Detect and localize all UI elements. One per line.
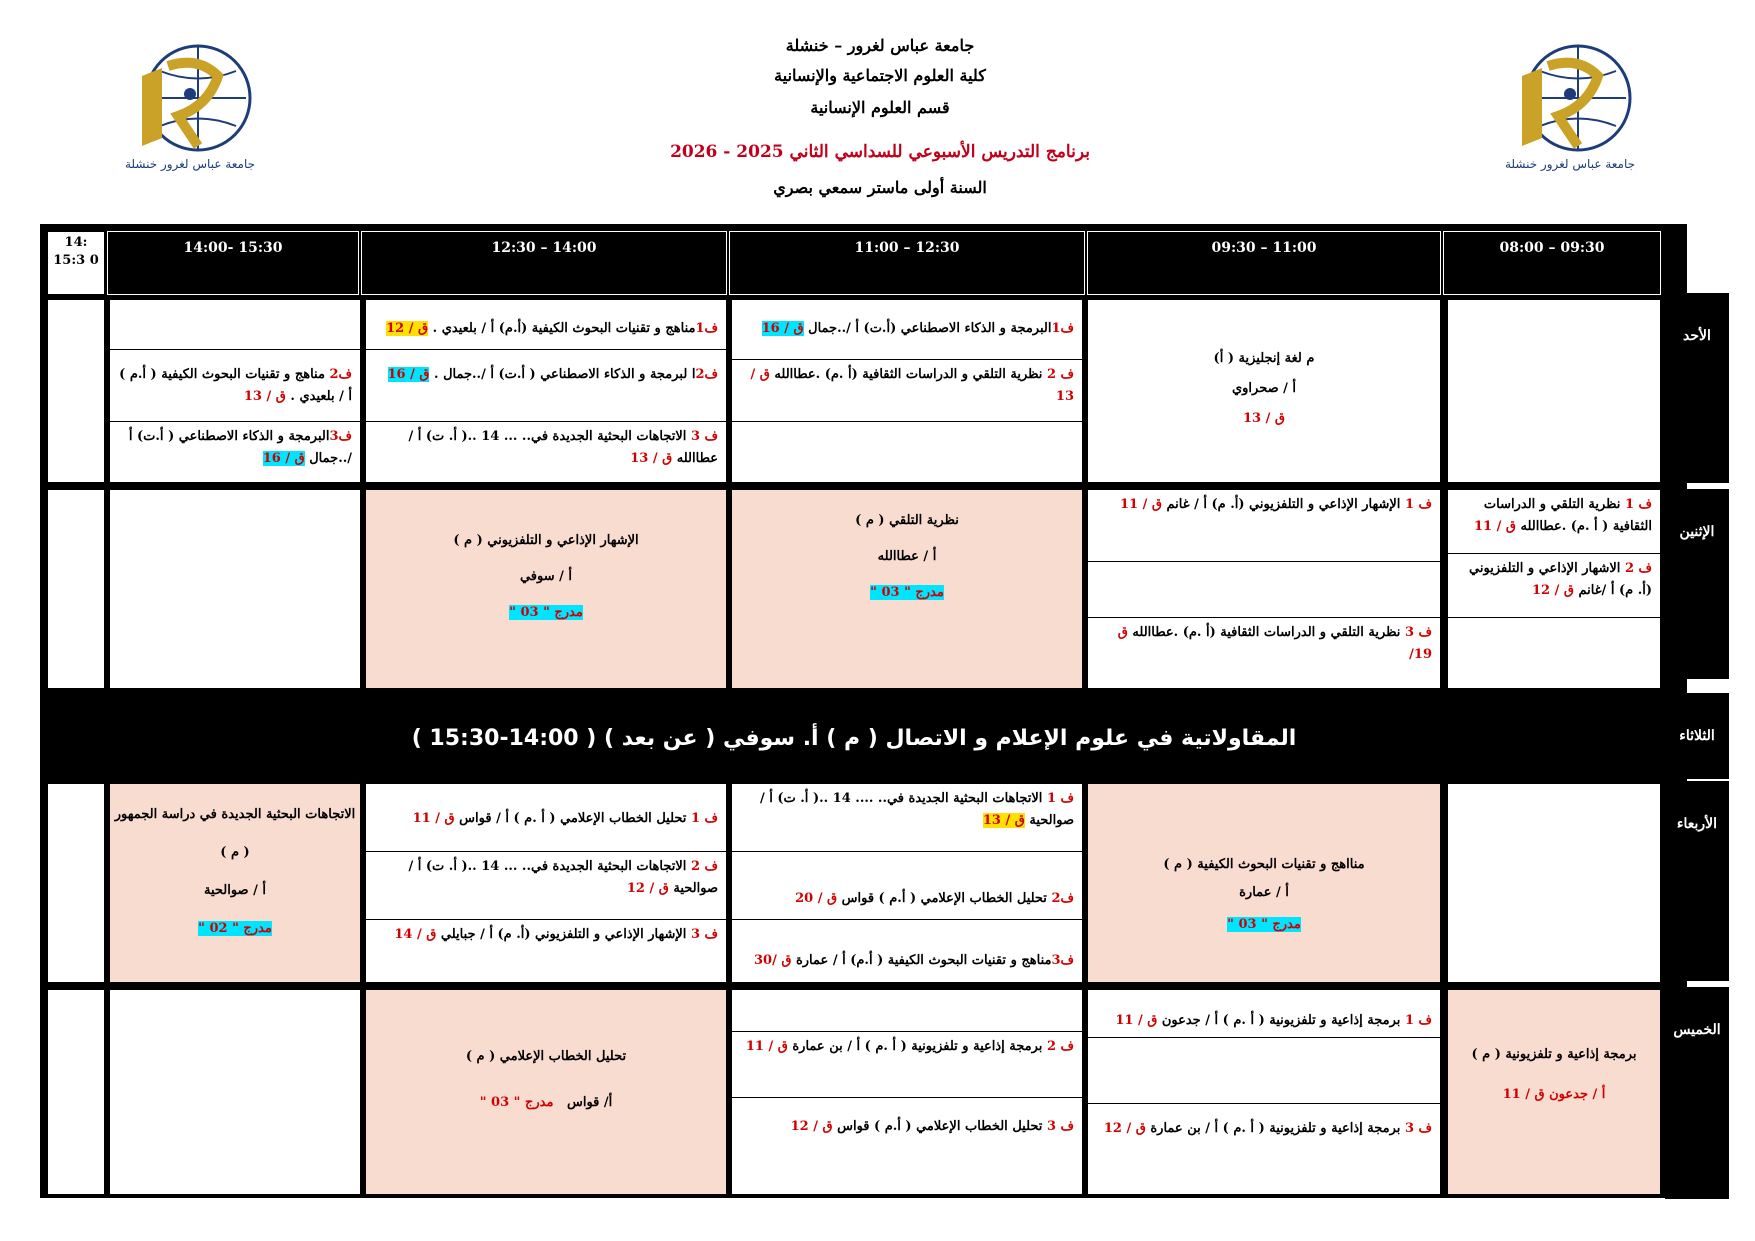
list-item: ف1البرمجة و الذكاء الاصطناعي (أ.ت) أ /..جمال ق / 16: [732, 300, 1082, 360]
wed-slot-6: [47, 783, 105, 983]
list-item: ف 3 برمجة إذاعية و تلفزيونية ( أ .م ) أ / بن عمارة ق / 12: [1103, 1121, 1432, 1136]
list-item: ف 3 نظرية التلقي و الدراسات الثقافية (أ .م) .عطاالله ق 19/: [1117, 625, 1432, 662]
mon-slot-3: نظرية التلقي ( م ) أ / عطاالله مدرج " 03 ": [731, 489, 1083, 689]
list-item: ف 1 تحليل الخطاب الإعلامي ( أ .م ) أ / قواس ق / 11: [366, 784, 726, 852]
list-item: [1088, 1038, 1440, 1104]
svg-text:جامعة عباس لغرور خنشلة: جامعة عباس لغرور خنشلة: [124, 157, 256, 171]
day-wednesday: الأربعاء: [1665, 781, 1729, 981]
list-item: ف 2 الاشهار الإذاعي و التلفزيوني (أ. م) أ /غانم ق / 12: [1448, 554, 1660, 618]
list-item: ف2 تحليل الخطاب الإعلامي ( أ.م ) قواس ق / 20: [732, 852, 1082, 920]
time-header-5: 14:00- 15:30: [107, 231, 359, 295]
list-item: ف 3 تحليل الخطاب الإعلامي ( أ.م ) قواس ق / 12: [790, 1119, 1074, 1134]
svg-text:جامعة عباس لغرور خنشلة: جامعة عباس لغرور خنشلة: [1504, 157, 1636, 171]
list-item: ف 2 برمجة إذاعية و تلفزيونية ( أ .م ) أ / بن عمارة ق / 11: [732, 1032, 1082, 1098]
list-item: ف 2 نظرية التلقي و الدراسات الثقافية (أ .م) .عطاالله ق / 13: [732, 360, 1082, 422]
time-header-3: 11:00 – 12:30: [729, 231, 1085, 295]
sun-slot-5: [109, 299, 361, 483]
time-header-4: 12:30 – 14:00: [361, 231, 727, 295]
sun-slot-4: [365, 299, 727, 483]
faculty-name: كلية العلوم الاجتماعية والإنسانية: [774, 66, 986, 85]
university-name: جامعة عباس لغرور – خنشلة: [785, 36, 975, 55]
list-item: ف 1 نظرية التلقي و الدراسات الثقافية ( أ .م) .عطاالله ق / 11: [1448, 490, 1660, 554]
list-item: [732, 422, 1082, 484]
list-item: ف3مناهج و تقنيات البحوث الكيفية ( أ.م) أ / عمارة ق /30: [753, 953, 1074, 968]
thu-slot-6: [47, 989, 105, 1195]
department-name: قسم العلوم الإنسانية: [810, 98, 950, 117]
day-thursday: الخميس: [1665, 987, 1729, 1199]
wed-slot-2: منااهج و تقنيات البحوث الكيفية ( م ) أ / عمارة مدرج " 03 ": [1087, 783, 1441, 983]
day-tuesday: الثلاثاء: [1665, 693, 1729, 779]
list-item: ف 1 برمجة إذاعية و تلفزيونية ( أ .م ) أ / جدعون ق / 11: [1088, 990, 1440, 1038]
list-item: ف2ا لبرمجة و الذكاء الاصطناعي ( أ.ت) أ /..جمال . ق / 16: [366, 350, 726, 422]
mon-slot-1: [1447, 489, 1661, 689]
time-header-6: 14: 15:3 0: [47, 231, 105, 295]
sun-slot-3: [731, 299, 1083, 483]
list-item: [1448, 618, 1660, 690]
sun-slot-1: [1447, 299, 1661, 483]
list-item: ف 1 الإشهار الإذاعي و التلفزيوني (أ. م) أ / غانم ق / 11: [1088, 490, 1440, 562]
list-item: ف2 مناهج و تقنيات البحوث الكيفية ( أ.م ) أ / بلعيدي . ق / 13: [110, 350, 360, 422]
list-item: ف3البرمجة و الذكاء الاصطناعي ( أ.ت) أ /..جمال ق / 16: [128, 429, 352, 466]
wed-slot-5: الاتجاهات البحثية الجديدة في دراسة الجمهور ( م ) أ / صوالحية مدرج " 02 ": [109, 783, 361, 983]
thu-slot-5: [109, 989, 361, 1195]
university-logo-right: [1500, 36, 1640, 186]
time-header-1: 08:00 – 09:30: [1443, 231, 1661, 295]
wed-slot-3: [731, 783, 1083, 983]
list-item: ف 3 الاتجاهات البحثية الجديدة في.. ... 14 ..( أ. ت) أ / عطاالله ق / 13: [408, 429, 718, 466]
wed-slot-1: [1447, 783, 1661, 983]
sun-slot-6: [47, 299, 105, 483]
thu-slot-3: [731, 989, 1083, 1195]
time-header-2: 09:30 – 11:00: [1087, 231, 1441, 295]
class-level: السنة أولى ماستر سمعي بصري: [773, 178, 987, 197]
thu-slot-2: [1087, 989, 1441, 1195]
weekly-schedule-table: [40, 224, 1721, 1198]
list-item: [732, 990, 1082, 1032]
wed-slot-4: [365, 783, 727, 983]
thu-slot-1: برمجة إذاعية و تلفزيونية ( م ) أ / جدعون ق / 11: [1447, 989, 1661, 1195]
mon-slot-2: [1087, 489, 1441, 689]
mon-slot-5: [109, 489, 361, 689]
tuesday-banner: المقاولاتية في علوم الإعلام و الاتصال ( م ) أ. سوفي ( عن بعد ) ( 14:00-15:30 ): [47, 693, 1661, 779]
list-item: ف1مناهج و تقنيات البحوث الكيفية (أ.م) أ / بلعيدي . ق / 12: [366, 300, 726, 350]
thu-slot-4: تحليل الخطاب الإعلامي ( م ) أ/ قواس مدرج " 03 ": [365, 989, 727, 1195]
list-item: ف 3 الإشهار الإذاعي و التلفزيوني (أ. م) أ / جبايلي ق / 14: [394, 927, 718, 942]
day-sunday: الأحد: [1665, 293, 1729, 483]
mon-slot-4: الإشهار الإذاعي و التلفزيوني ( م ) أ / سوفي مدرج " 03 ": [365, 489, 727, 689]
list-item: [110, 300, 360, 350]
mon-slot-6: [47, 489, 105, 689]
sun-slot-2: م لغة إنجليزية ( أ) أ / صحراوي ق / 13: [1087, 299, 1441, 483]
list-item: [1088, 562, 1440, 618]
university-logo-left: [120, 36, 260, 186]
day-monday: الإثنين: [1665, 489, 1729, 679]
list-item: ف 1 الاتجاهات البحثية الجديدة في.. .... 14 ..( أ. ت) أ / صوالحية ق / 13: [732, 784, 1082, 852]
schedule-title: برنامج التدريس الأسبوعي للسداسي الثاني 2025 - 2026: [670, 142, 1090, 162]
list-item: ف 2 الاتجاهات البحثية الجديدة في.. ... 14 ..( أ. ت) أ / صوالحية ق / 12: [366, 852, 726, 920]
